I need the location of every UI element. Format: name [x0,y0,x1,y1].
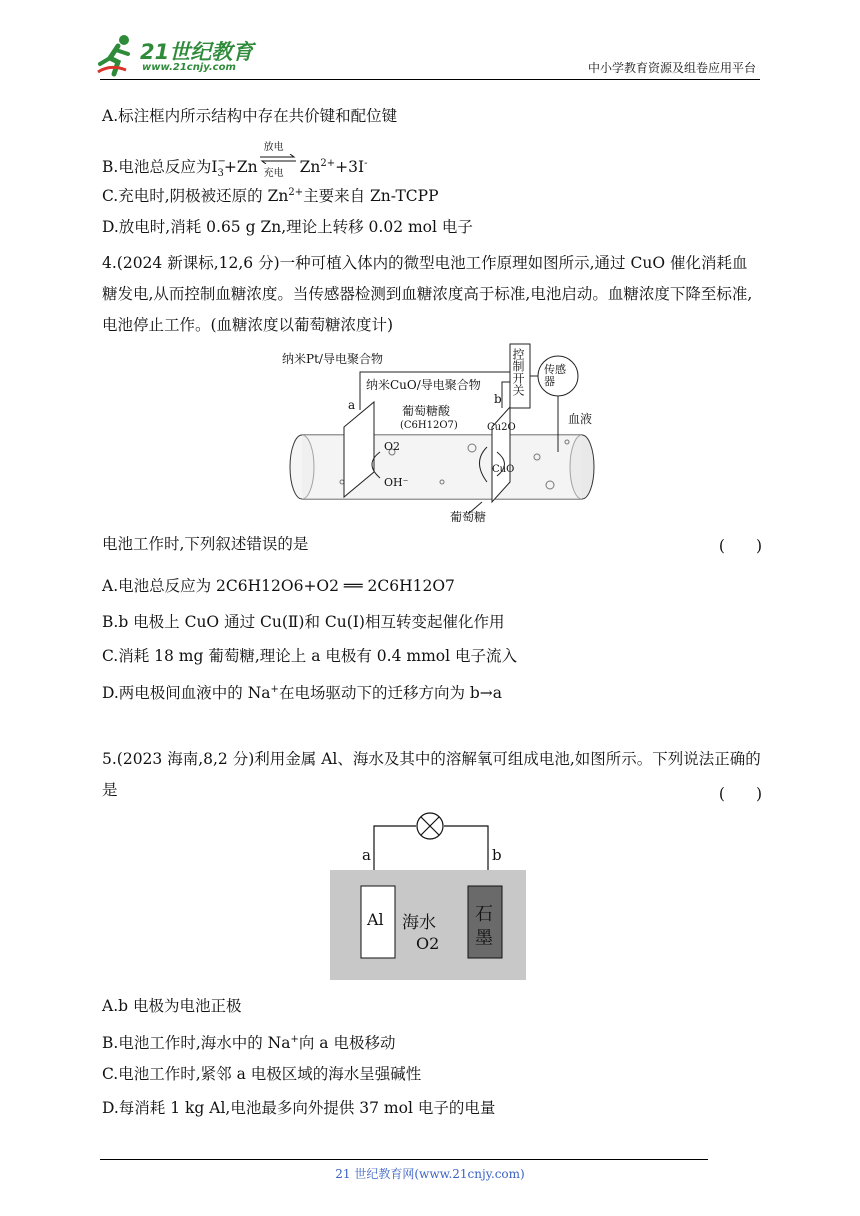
label-gluconic-acid: 葡萄糖酸 [402,404,451,418]
footer-rule [100,1159,708,1160]
q5-option-b-prefix: B.电池工作时,海水中的 Na [102,1034,291,1053]
label-cu2o: Cu2O [487,422,516,433]
q3-option-c-text: C.充电时,阴极被还原的 Zn [102,187,289,206]
label-oh: OH⁻ [384,476,409,489]
q3-option-b-tail: +3I [335,158,365,177]
header-rule [100,79,760,80]
q4-option-d-sup: + [270,684,279,695]
q3-option-b-mid: +Zn [223,158,258,177]
q3-option-b [102,142,368,184]
q4-option-d [102,680,502,703]
header-right-text: 中小学教育资源及组卷应用平台 [587,61,756,75]
q5-label-al: Al [367,910,384,929]
logo-url: www.21cnjy.com [142,62,236,73]
q5-option-c: C.电池工作时,紧邻 a 电极区域的海水呈强碱性 [102,1065,422,1083]
q5-label-o2: O2 [416,934,440,953]
q5-answer-paren: ( ) [718,785,762,803]
al-seawater-cell-diagram [330,812,530,984]
q5-label-graphite-2: 墨 [475,928,493,949]
q5-option-b-tail: 向 a 电极移动 [298,1034,396,1053]
q5-option-b-sup: + [290,1034,299,1045]
q4-figure [282,342,602,524]
q3-option-c [102,183,439,206]
q4-option-d-tail: 在电场驱动下的迁移方向为 b→a [278,684,503,703]
q4-option-c: C.消耗 18 mg 葡萄糖,理论上 a 电极有 0.4 mmol 电子流入 [102,647,517,665]
label-glucose: 葡萄糖 [450,510,487,524]
site-logo [96,34,266,80]
label-gluconic-formula: (C6H12O7) [400,420,458,431]
label-cuo-electrode: 纳米CuO/导电聚合物 [366,378,481,392]
q5-option-b [102,1030,395,1053]
equilibrium-arrow-icon [258,154,298,164]
footer-text: 21 世纪教育网(www.21cnjy.com) [335,1167,525,1181]
q3-option-b-prefix: B.电池总反应为I [102,158,218,177]
label-blood: 血液 [568,412,593,426]
q3-option-a: A.标注框内所示结构中存在共价键和配位键 [102,107,398,125]
label-o2: O2 [384,440,401,453]
q5-figure [330,812,530,984]
q5-label-b: b [492,846,502,864]
q5-stem: 5.(2023 海南,8,2 分)利用金属 Al、海水及其中的溶解氧可组成电池,如图所示。下列说法正确的是 [102,750,761,799]
q3-option-b-product: Zn [299,158,321,177]
label-control-switch: 控制开关 [511,348,525,396]
q3-option-b-product-sup: 2+ [320,158,336,169]
arrow-label-charge: 充电 [263,168,284,180]
label-electrode-b: b [494,392,502,406]
label-cuo: CuO [492,464,515,475]
q3-option-c-sup: 2+ [288,187,304,198]
q5-label-graphite-1: 石 [475,904,493,925]
q3-option-b-tail-sup: - [364,158,368,169]
arrow-label-discharge: 放电 [263,142,284,154]
q5-label-seawater: 海水 [402,913,436,933]
logo-main: 21世纪教育 [140,40,254,64]
q3-option-c-tail: 主要来自 Zn-TCPP [303,187,439,206]
q3-option-b-sup: − [217,156,226,168]
q3-option-b-sub: 3 [217,168,224,180]
q4-question: 电池工作时,下列叙述错误的是 [102,535,309,553]
reversible-arrow [258,142,300,180]
runner-icon [96,34,136,78]
q3-option-d: D.放电时,消耗 0.65 g Zn,理论上转移 0.02 mol 电子 [102,218,473,236]
q4-option-b: B.b 电极上 CuO 通过 Cu(Ⅱ)和 Cu(Ⅰ)相互转变起催化作用 [102,613,505,631]
q4-option-a: A.电池总反应为 2C6H12O6+O2 ══ 2C6H12O7 [102,577,455,595]
q5-option-a: A.b 电极为电池正极 [102,997,242,1015]
q5-option-d: D.每消耗 1 kg Al,电池最多向外提供 37 mol 电子的电量 [102,1099,496,1117]
label-sensor: 传感器 [544,363,566,388]
q4-stem: 4.(2024 新课标,12,6 分)一种可植入体内的微型电池工作原理如图所示,通过 CuO 催化消耗血糖发电,从而控制血糖浓度。当传感器检测到血糖浓度高于标准,电池启动。血糖浓度下降至标准,电池停止工作。(血糖浓度以葡萄糖浓度计) [102,254,753,334]
q4-option-d-prefix: D.两电极间血液中的 Na [102,684,271,703]
q4-answer-paren: ( ) [718,537,762,555]
label-electrode-a: a [348,398,356,412]
label-pt-electrode: 纳米Pt/导电聚合物 [282,352,383,366]
q5-label-a: a [362,846,371,864]
